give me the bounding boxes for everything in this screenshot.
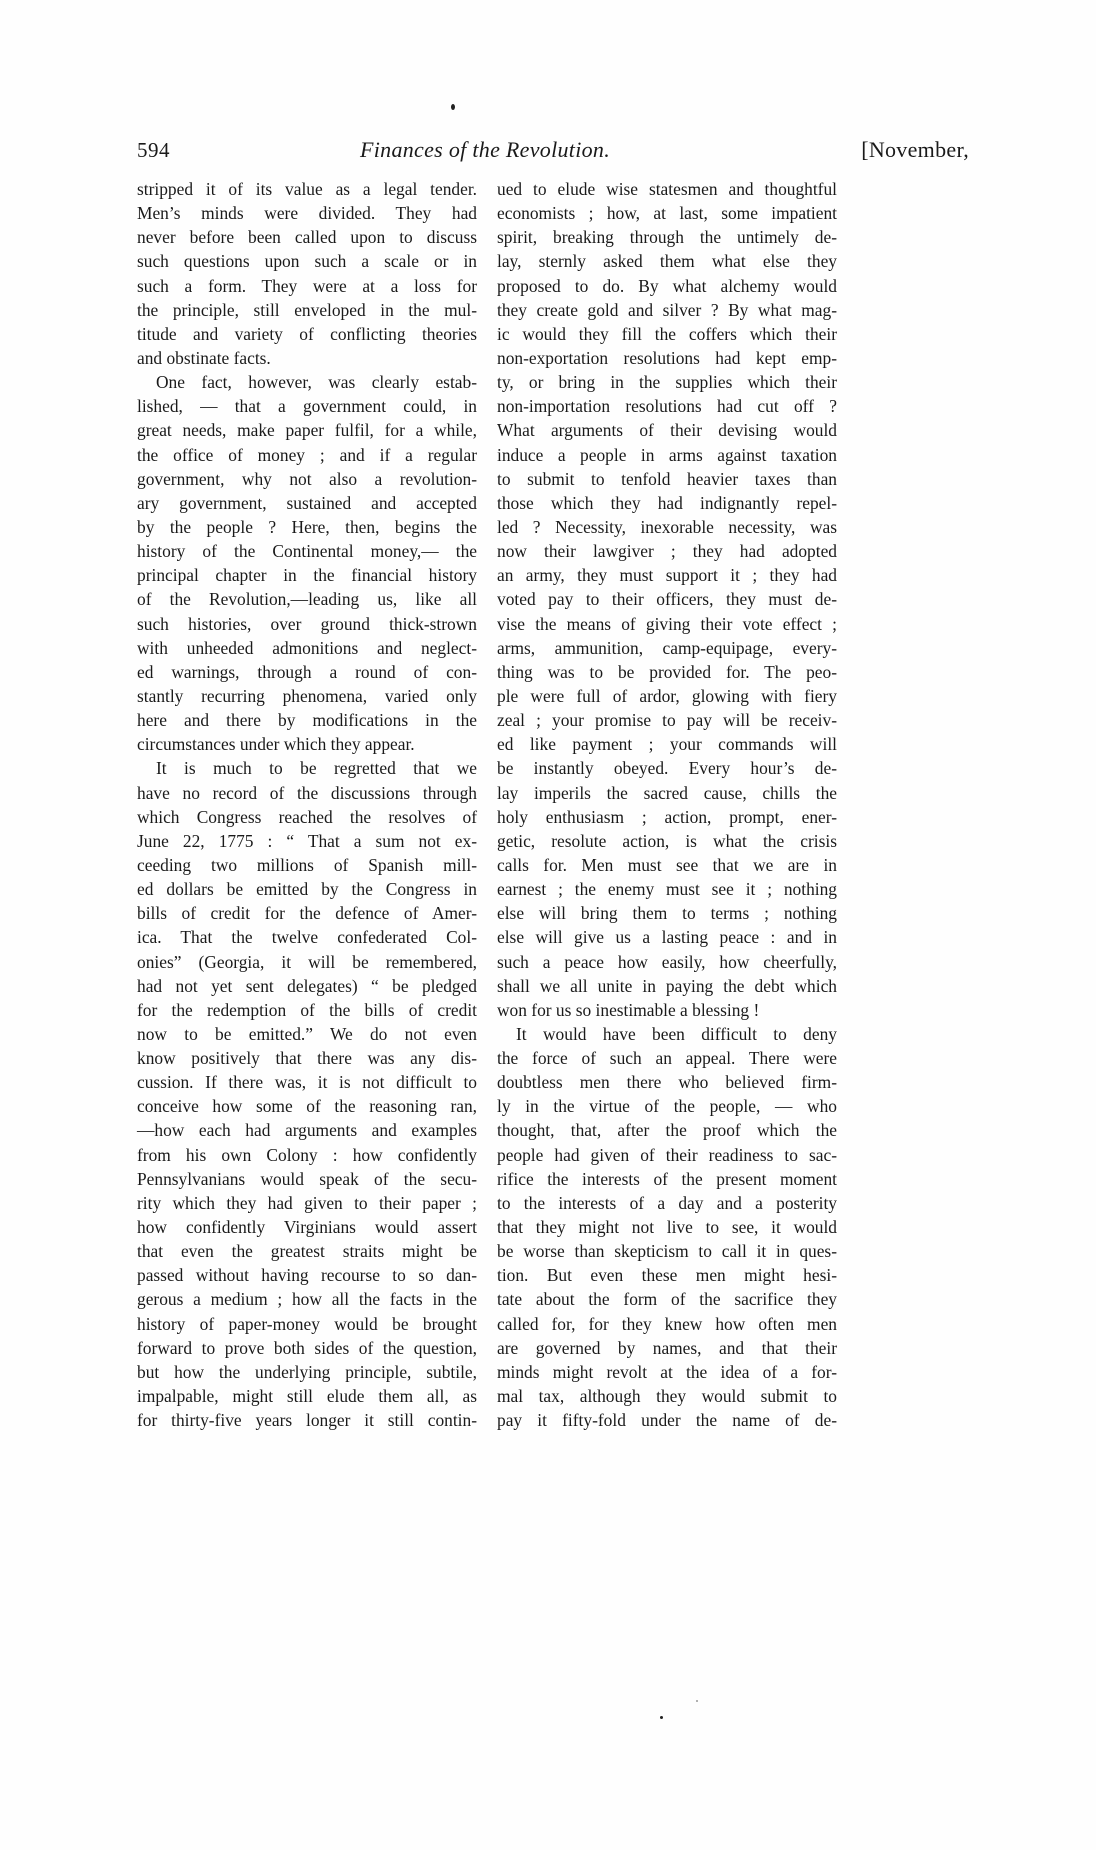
text-line: voted pay to their officers, they must de- [497, 589, 837, 610]
running-date: [November, [861, 137, 969, 162]
text-line: had not yet sent delegates) “ be pledged [137, 975, 477, 996]
text-line: gerous a medium ; how all the facts in the [137, 1289, 477, 1310]
text-line: Men’s minds were divided. They had [137, 203, 477, 224]
text-line: ty, or bring in the supplies which their [497, 372, 837, 393]
text-line: doubtless men there who believed firm- [497, 1072, 837, 1093]
text-line: vise the means of giving their vote effect ; [497, 613, 837, 634]
text-line: forward to prove both sides of the question, [137, 1337, 477, 1358]
text-line: rifice the interests of the present moment [497, 1168, 837, 1189]
text-line: be worse than skepticism to call it in ques- [497, 1241, 837, 1262]
text-line: arms, ammunition, camp-equipage, every- [497, 637, 837, 658]
text-line: What arguments of their devising would [497, 420, 837, 441]
text-line: those which they had indignantly repel- [497, 492, 837, 513]
text-line: led ? Necessity, inexorable necessity, was [497, 516, 837, 537]
text-line: ued to elude wise statesmen and thoughtful [497, 179, 837, 199]
text-line: lay, sternly asked them what else they [497, 251, 837, 272]
text-line: are governed by names, and that their [497, 1337, 837, 1358]
text-line: getic, resolute action, is what the crisis [497, 830, 837, 851]
left-column [137, 177, 477, 1432]
text-line: to the interests of a day and a posterity [497, 1192, 837, 1213]
text-line: that even the greatest straits might be [137, 1241, 477, 1262]
text-line: history of paper-money would be brought [137, 1313, 477, 1334]
ink-speck [451, 104, 455, 110]
text-line: for the redemption of the bills of credit [137, 999, 477, 1020]
text-line: earnest ; the enemy must see it ; nothing [497, 879, 837, 900]
text-line: spirit, breaking through the untimely de- [497, 227, 837, 248]
text-line: to submit to tenfold heavier taxes than [497, 468, 837, 489]
text-line: the principle, still enveloped in the mul- [137, 299, 477, 320]
text-line: how confidently Virginians would assert [137, 1217, 477, 1238]
text-line: impalpable, might still elude them all, as [137, 1386, 477, 1407]
text-line: called for, for they knew how often men [497, 1313, 837, 1334]
text-line: have no record of the discussions through [137, 782, 477, 803]
text-line: the force of such an appeal. There were [497, 1048, 837, 1069]
text-line: now their lawgiver ; they had adopted [497, 541, 837, 562]
text-line: else will bring them to terms ; nothing [497, 903, 837, 924]
text-line: which Congress reached the resolves of [137, 806, 477, 827]
text-line: circumstances under which they appear. [137, 734, 415, 755]
text-line: lished, — that a government could, in [137, 396, 477, 417]
text-line: induce a people in arms against taxation [497, 444, 837, 465]
text-line: One fact, however, was clearly estab- [156, 372, 477, 393]
text-line: won for us so inestimable a blessing ! [497, 999, 760, 1020]
text-line: minds might revolt at the idea of a for- [497, 1361, 837, 1382]
text-line: ceeding two millions of Spanish mill- [137, 854, 477, 875]
text-line: ly in the virtue of the people, — who [497, 1096, 837, 1117]
text-line: be instantly obeyed. Every hour’s de- [497, 758, 837, 779]
text-line: principal chapter in the financial history [137, 565, 477, 586]
text-line: people had given of their readiness to sac- [497, 1144, 837, 1165]
text-line: such a form. They were at a loss for [137, 275, 477, 296]
running-head [137, 133, 969, 167]
text-line: for thirty-five years longer it still contin- [137, 1410, 477, 1431]
text-line: such questions upon such a scale or in [137, 251, 477, 272]
text-line: non-importation resolutions had cut off ? [497, 396, 837, 417]
text-line: ed like payment ; your commands will [497, 734, 837, 755]
text-line: with unheeded admonitions and neglect- [137, 637, 477, 658]
text-line: passed without having recourse to so dan- [137, 1265, 477, 1286]
page-number: 594 [137, 138, 170, 162]
text-line: the office of money ; and if a regular [137, 444, 477, 465]
text-line: ed warnings, through a round of con- [137, 661, 477, 682]
text-line: thing was to be provided for. The peo- [497, 661, 837, 682]
text-line: economists ; how, at last, some impatient [497, 203, 837, 224]
text-line: of the Revolution,—leading us, like all [137, 589, 477, 610]
text-line: tion. But even these men might hesi- [497, 1265, 837, 1286]
text-line: It is much to be regretted that we [156, 758, 477, 779]
text-line: and obstinate facts. [137, 347, 271, 368]
text-line: great needs, make paper fulfil, for a while, [137, 420, 477, 441]
text-line: thought, that, after the proof which the [497, 1120, 837, 1141]
text-line: pay it fifty-fold under the name of de- [497, 1410, 837, 1431]
text-line: such a peace how easily, how cheerfully, [497, 951, 837, 972]
text-line: know positively that there was any dis- [137, 1048, 477, 1069]
text-line: ed dollars be emitted by the Congress in [137, 879, 477, 900]
text-line: ic would they fill the coffers which their [497, 323, 837, 344]
text-line: ary government, sustained and accepted [137, 492, 477, 513]
text-line: from his own Colony : how confidently [137, 1144, 477, 1165]
text-line: tate about the form of the sacrifice they [497, 1289, 837, 1310]
text-line: cussion. If there was, it is not difficult to [137, 1072, 477, 1093]
ink-speck [696, 1700, 698, 1702]
text-line: titude and variety of conflicting theories [137, 323, 477, 344]
text-line: bills of credit for the defence of Amer- [137, 903, 477, 924]
right-column [497, 177, 837, 1432]
text-line: lay imperils the sacred cause, chills the [497, 782, 837, 803]
text-line: government, why not also a revolution- [137, 468, 477, 489]
text-line: calls for. Men must see that we are in [497, 854, 837, 875]
text-line: never before been called upon to discuss [137, 227, 477, 248]
text-line: It would have been difficult to deny [516, 1023, 837, 1044]
text-line: proposed to do. By what alchemy would [497, 275, 837, 296]
text-line: that they might not live to see, it would [497, 1217, 837, 1238]
text-line: non-exportation resolutions had kept emp- [497, 347, 837, 368]
text-line: stripped it of its value as a legal tender. [137, 179, 477, 199]
text-line: an army, they must support it ; they had [497, 565, 837, 586]
running-title: Finances of the Revolution. [360, 137, 611, 162]
text-line: ica. That the twelve confederated Col- [137, 927, 477, 948]
text-line: now to be emitted.” We do not even [137, 1023, 477, 1044]
text-line: else will give us a lasting peace : and in [497, 927, 837, 948]
text-line: history of the Continental money,— the [137, 541, 477, 562]
text-line: rity which they had given to their paper ; [137, 1192, 477, 1213]
text-line: such histories, over ground thick-strown [137, 613, 477, 634]
text-line: holy enthusiasm ; action, prompt, ener- [497, 806, 837, 827]
text-line: ple were full of ardor, glowing with fiery [497, 685, 837, 706]
text-line: but how the underlying principle, subtile, [137, 1361, 477, 1382]
text-line: mal tax, although they would submit to [497, 1386, 837, 1407]
text-line: they create gold and silver ? By what mag- [497, 299, 837, 320]
text-line: shall we all unite in paying the debt which [497, 975, 837, 996]
text-line: zeal ; your promise to pay will be receiv- [497, 710, 837, 731]
text-line: by the people ? Here, then, begins the [137, 516, 477, 537]
text-line: onies” (Georgia, it will be remembered, [137, 951, 477, 972]
text-line: June 22, 1775 : “ That a sum not ex- [137, 830, 477, 851]
text-line: —how each had arguments and examples [137, 1120, 477, 1141]
text-line: here and there by modifications in the [137, 710, 477, 731]
text-line: conceive how some of the reasoning ran, [137, 1096, 477, 1117]
text-line: Pennsylvanians would speak of the secu- [137, 1168, 477, 1189]
text-line: stantly recurring phenomena, varied only [137, 685, 477, 706]
ink-speck [660, 1716, 663, 1719]
